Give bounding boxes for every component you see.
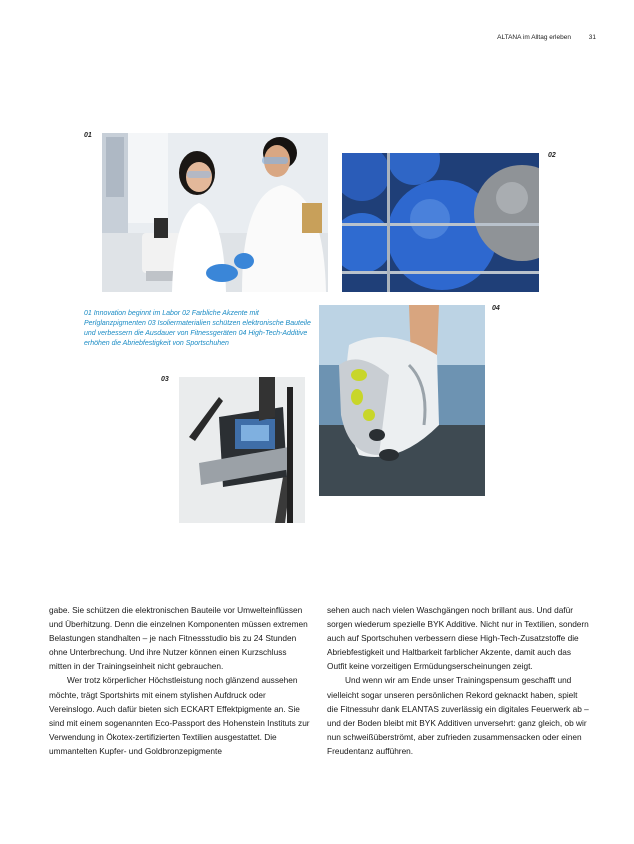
header-title: ALTANA im Alltag erleben: [497, 34, 571, 41]
page-number: 31: [588, 34, 596, 41]
paragraph: gabe. Sie schützen die elektronischen Bauteile vor Umwelteinflüssen und Überhitzung. Denn die einzelnen Komponenten müssen extremen Belastungen standhalten – je nach Fitnessstudio bis zu 24 Stunden ohne Unterbrechung. Und ihre Nutzer können einen Kurzschluss mitten in der Trainingseinheit nicht gebrauchen.: [49, 605, 308, 672]
photo-running-shoe: [319, 305, 485, 496]
body-column-left: [49, 603, 311, 758]
paragraph: Und wenn wir am Ende unser Trainingspensum geschafft und vielleicht sogar unseren persönlichen Rekord geknackt haben, spielt die Fitnessuhr dank ELANTAS zuverlässig ein digitales Feuerwerk ab – und der Boden bleibt mit BYK Additiven unversehrt: ganz gleich, ob wir nun schweißüberströmt, aber zufrieden zusammensacken oder einen Freudentanz aufführen.: [327, 675, 589, 756]
photo-gym-balls: [342, 153, 539, 292]
running-header: [497, 34, 596, 41]
photo-lab-scientists: [102, 133, 328, 292]
paragraph: Wer trotz körperlicher Höchstleistung noch glänzend aussehen möchte, trägt Sportshirts mit einem stylishen Aufdruck oder Vereinslogo. Auch dafür bieten sich ECKART Effektpigmente an. Sie sind mit einem sogenannten Eco-Passport des Hohenstein Instituts zur Verwendung in Ökotex-zertifizierten Textilien ausgestattet. Die ummantelten Kupfer- und Goldbronzepigmente: [49, 675, 310, 756]
figure-number-02: 02: [548, 152, 556, 159]
figure-caption: 01 Innovation beginnt im Labor 02 Farbliche Akzente mit Perlglanzpigmenten 03 Isoliermaterialien schützen elektronische Bauteile und verbessern die Ausdauer von Fitnessgeräten 04 High-Tech-Additive erhöhen die Abriebfestigkeit von Sportschuhen: [84, 310, 311, 347]
body-column-right: [327, 603, 589, 758]
figure-number-04: 04: [492, 305, 500, 312]
photo-fitness-machine: [179, 377, 305, 523]
figure-number-01: 01: [84, 132, 92, 139]
paragraph: sehen auch nach vielen Waschgängen noch brillant aus. Und dafür sorgen wiederum spezielle BYK Additive. Nicht nur in Textilien, sondern auch auf Sportschuhen verbessern diese High-Tech-Zusatzstoffe die Abriebfestigkeit und Haltbarkeit farblicher Akzente, damit auch das Outfit keine vorzeitigen Ermüdungserscheinungen zeigt.: [327, 605, 589, 672]
figure-number-03: 03: [161, 376, 169, 383]
